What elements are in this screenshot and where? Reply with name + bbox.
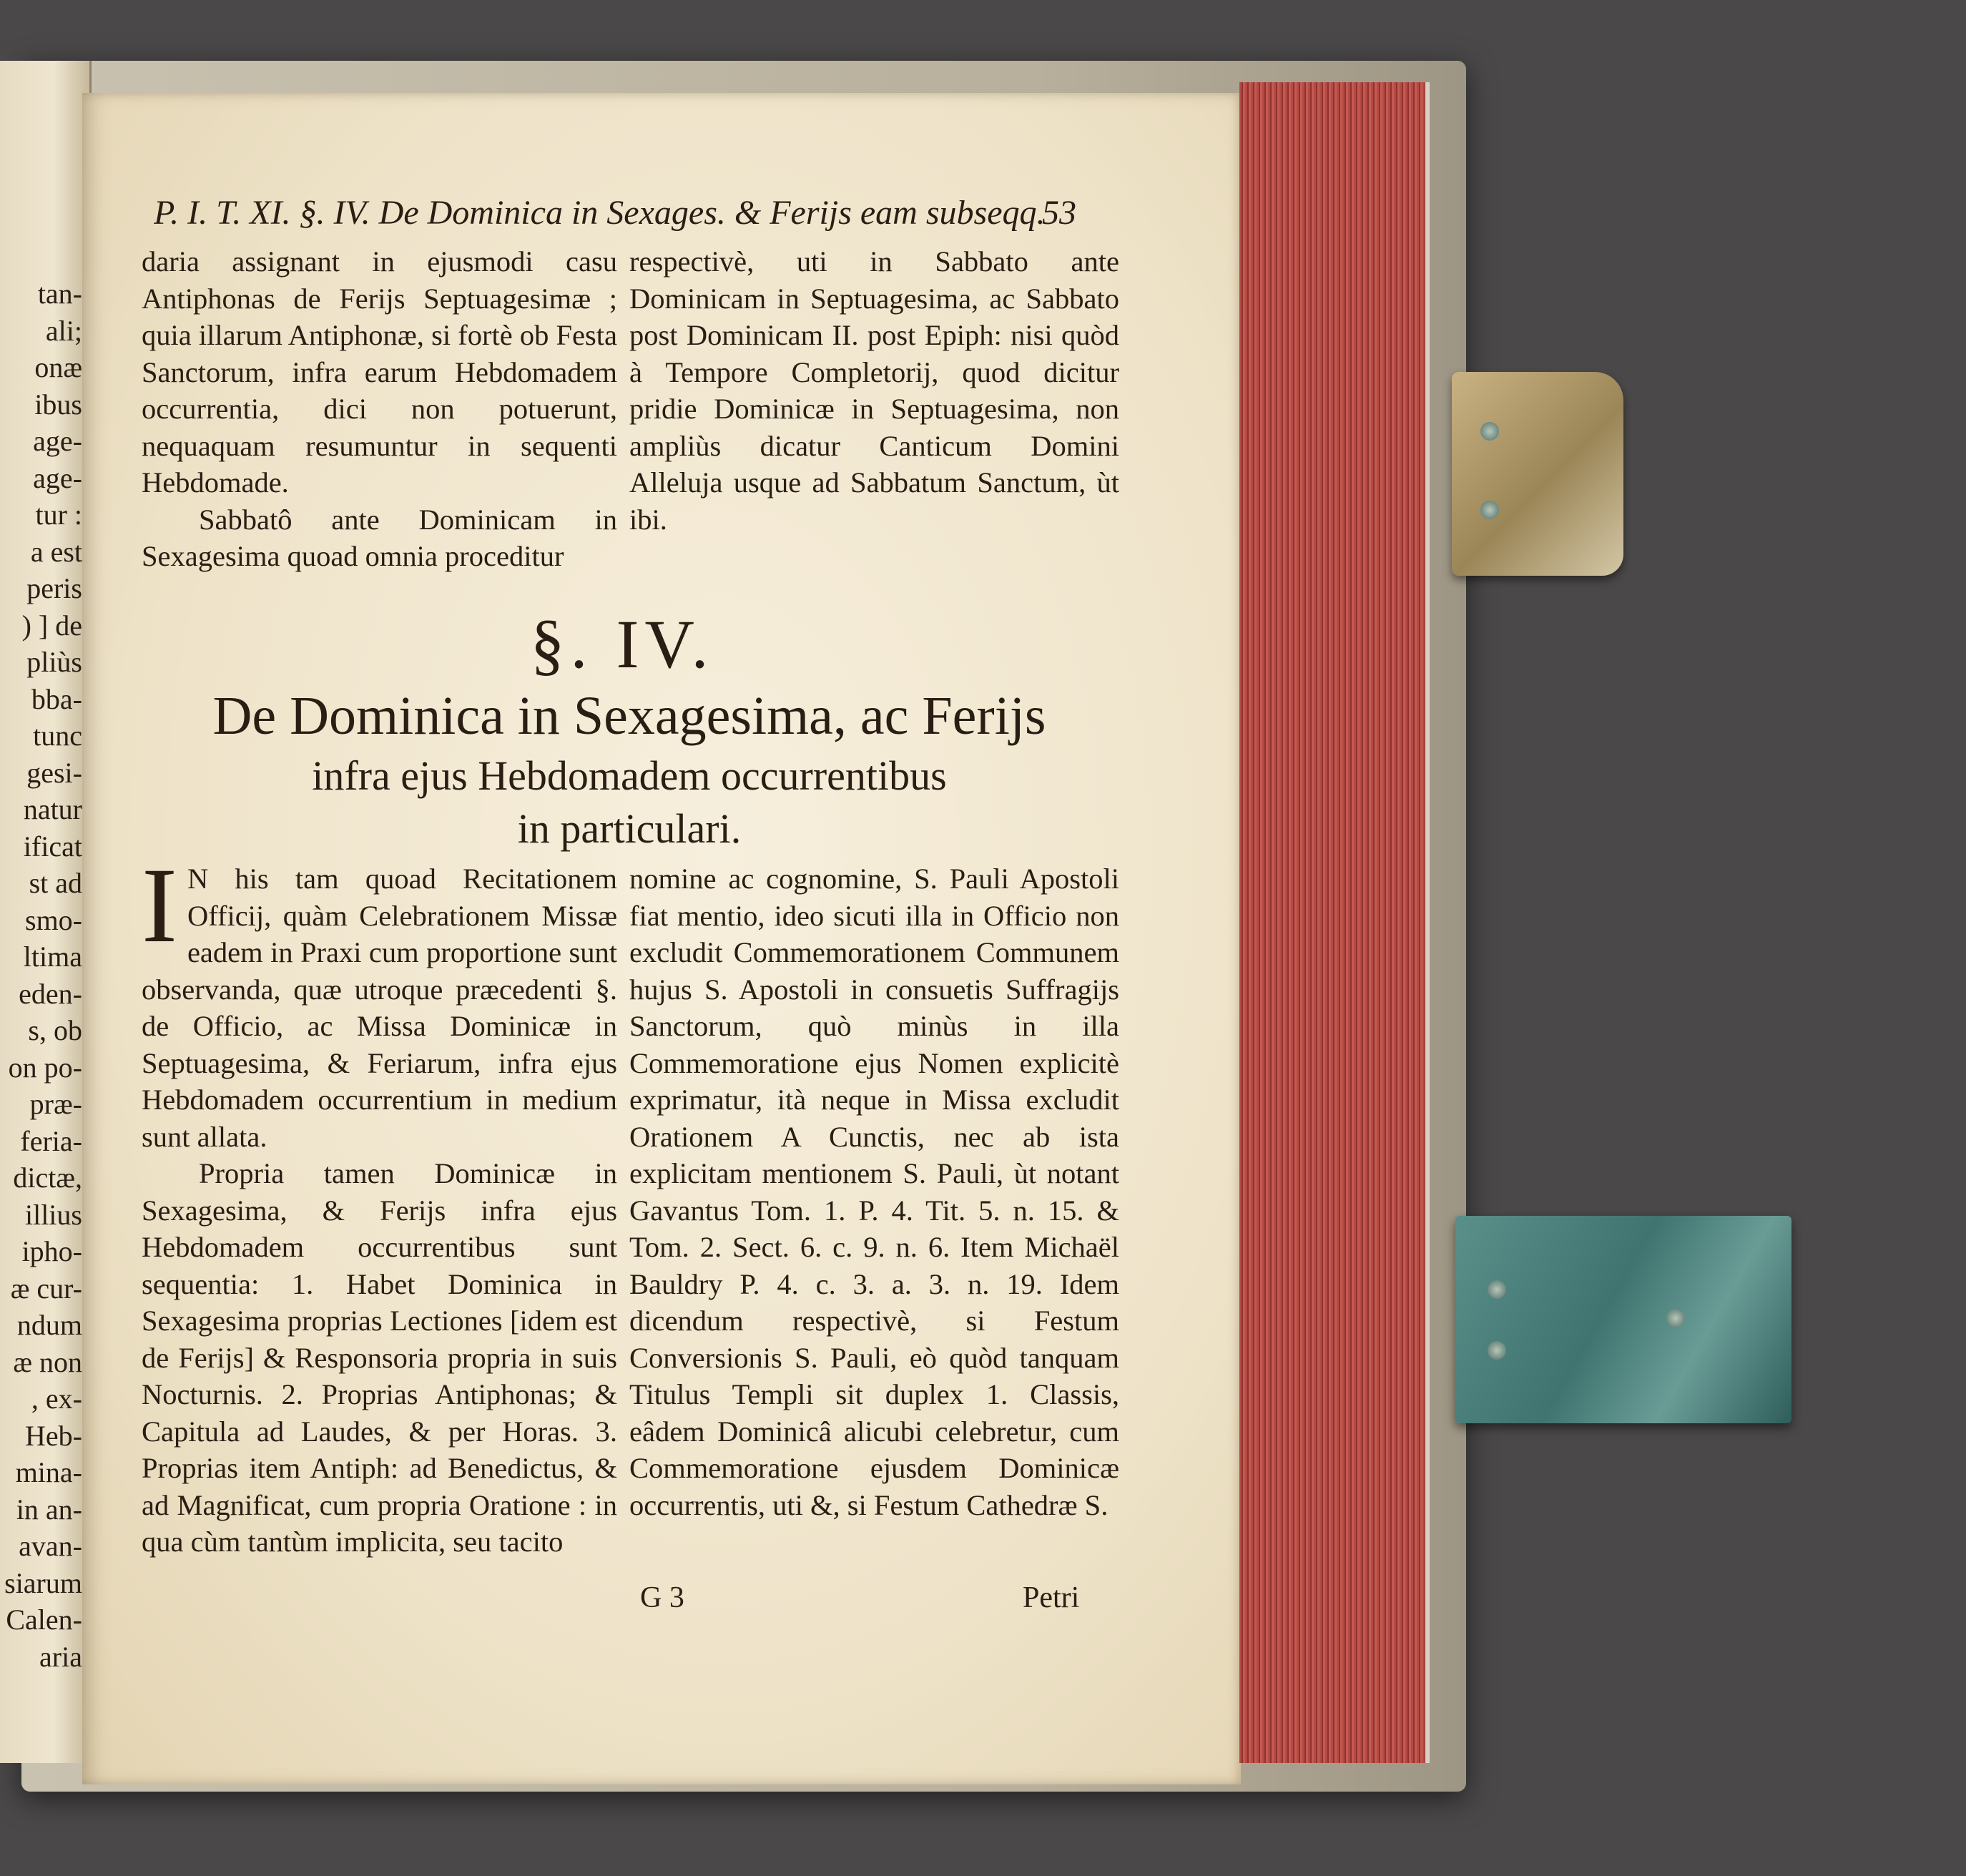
bottom-clasp <box>1455 1216 1791 1423</box>
left-page-fragment: onæ <box>34 351 82 383</box>
section-title <box>143 683 1116 855</box>
left-page-fragment: aria <box>39 1640 82 1673</box>
paragraph: respectivè, uti in Sabbato ante Dominicam in Septuagesima, ac Sabbato post Dominicam II. post Epiph: nisi quòd à Tempore Completorij, quod dicitur pridie Dominicæ in Septuagesima, non ampliùs dicatur Canticum Domini Alleluja usque ad Sabbatum Sanctum, ùt ibi. <box>629 245 1119 536</box>
paragraph: daria assignant in ejusmodi casu Antiphonas de Ferijs Septuagesimæ ; quia illarum Antiphonæ, si fortè ob Festa Sanctorum, infra earum Hebdomadem occurrentia, dici non potuerunt, nequaquam resumuntur in sequenti Hebdomade. <box>142 245 617 499</box>
left-page-fragment: ificat <box>23 830 82 863</box>
section-title-line-3: in particulari. <box>517 805 742 852</box>
paragraph: Propria tamen Dominicæ in Sexagesima, & Ferijs infra ejus Hebdomadem occurrentibus sunt sequentia: 1. Habet Dominica in Sexagesima proprias Lectiones [idem est de Ferijs] & Responsoria propria in suis Nocturnis. 2. Proprias Antiphonas; & Capitula ad Laudes, & per Horas. 3. Proprias item Antiph: ad Benedictus, & ad Magnificat, cum propria Oratione : in qua cùm tantùm implicita, seu tacito <box>142 1157 617 1558</box>
left-page-fragment: smo- <box>25 903 82 936</box>
left-page-fragment: st ad <box>29 867 82 899</box>
running-head-title: P. I. T. XI. §. IV. De Dominica in Sexages. & Ferijs eam subseqq. <box>154 194 1046 232</box>
page-edges <box>1239 82 1430 1763</box>
left-page-fragment: dictæ, <box>13 1162 82 1194</box>
top-right-column <box>629 243 1119 538</box>
left-page-fragment: , ex- <box>31 1383 82 1415</box>
running-head <box>154 193 1076 236</box>
left-page-fragment: age- <box>33 461 82 494</box>
left-page-fragment: natur <box>23 793 82 825</box>
left-page-fragment: mina- <box>15 1456 82 1488</box>
left-page-fragment: pliùs <box>26 646 82 678</box>
left-page-fragment: s, ob <box>28 1014 82 1046</box>
catchword: Petri <box>1023 1581 1080 1614</box>
paragraph: Sabbatô ante Dominicam in Sexagesima quoad omnia proceditur <box>142 503 617 572</box>
left-page-fragment: tan- <box>37 278 82 310</box>
paragraph-text: N his tam quoad Recitationem Officij, quàm Celebrationem Missæ eadem in Praxi cum proportione sunt observanda, quæ utroque præcedenti §. de Officio, ac Missa Dominicæ in Septuagesima, & Feriarum, infra ejus Hebdomadem occurrentium in medium sunt allata. <box>142 863 617 1153</box>
left-page-fragment: ndum <box>16 1309 82 1341</box>
left-page-fragment: ibus <box>34 388 82 421</box>
paragraph: nomine ac cognomine, S. Pauli Apostoli fiat mentio, ideo sicuti illa in Officio non excludit Commemorationem Communem hujus S. Apostoli in consuetis Suffragijs Sanctorum, quò minùs in illa Commemoratione ejus Nomen explicitè exprimatur, ità neque in Missa excludit Orationem A Cunctis, nec ab ista explicitam mentionem S. Pauli, ùt notant Gavantus Tom. 1. P. 4. Tit. 5. n. 15. & Tom. 2. Sect. 6. c. 9. n. 6. Item Michaël Bauldry P. 4. c. 3. a. 3. n. 19. Idem dicendum respectivè, si Festum Conversionis S. Pauli, eò quòd tanquam Titulus Templi sit duplex 1. Classis, eâdem Dominicâ alicubi celebretur, cum Commemoratione ejusdem Dominicæ occurrentis, uti &, si Festum Cathedræ S. <box>629 863 1119 1521</box>
left-page-fragment: Calen- <box>6 1604 82 1636</box>
left-page-fragment: eden- <box>19 977 82 1010</box>
left-page-fragment: siarum <box>4 1566 82 1599</box>
left-page-fragment: avan- <box>19 1530 82 1562</box>
left-page-fragment: ltima <box>23 941 82 973</box>
left-page-fragment: illius <box>24 1198 82 1231</box>
left-page-fragment: age- <box>33 425 82 457</box>
bottom-right-column <box>629 860 1119 1523</box>
left-page-fragment: æ cur- <box>10 1272 82 1305</box>
paragraph <box>142 846 617 1155</box>
section-title-line-1: De Dominica in Sexagesima, ac Ferijs <box>212 686 1046 746</box>
section-title-line-2: infra ejus Hebdomadem occurrentibus <box>312 752 947 799</box>
section-number: §. IV. <box>530 606 714 682</box>
left-page-fragment: peris <box>26 572 82 604</box>
left-page <box>0 61 92 1763</box>
left-page-fragment: in an- <box>16 1493 82 1526</box>
left-page-fragment: on po- <box>8 1051 82 1084</box>
left-page-fragment: Heb- <box>25 1419 82 1452</box>
left-page-fragment: ali; <box>45 314 82 347</box>
left-page-fragment: a est <box>30 535 82 568</box>
left-page-fragment: æ non <box>13 1345 82 1378</box>
left-page-fragment: tunc <box>33 720 82 752</box>
bottom-left-column <box>142 846 617 1561</box>
left-page-fragment: præ- <box>29 1088 82 1120</box>
left-page-text-fragments <box>0 275 89 1675</box>
left-page-fragment: tur : <box>35 499 82 531</box>
drop-cap: I <box>142 846 177 965</box>
left-page-fragment: bba- <box>31 682 82 715</box>
top-left-column <box>142 243 617 575</box>
left-page-fragment: feria- <box>20 1124 82 1157</box>
left-page-fragment: gesi- <box>26 756 82 789</box>
left-page-fragment: ) ] de <box>21 609 82 642</box>
top-clasp <box>1452 372 1623 576</box>
page-number: 53 <box>1042 194 1076 232</box>
left-page-fragment: ipho- <box>21 1235 82 1267</box>
signature-mark: G 3 <box>640 1581 684 1614</box>
